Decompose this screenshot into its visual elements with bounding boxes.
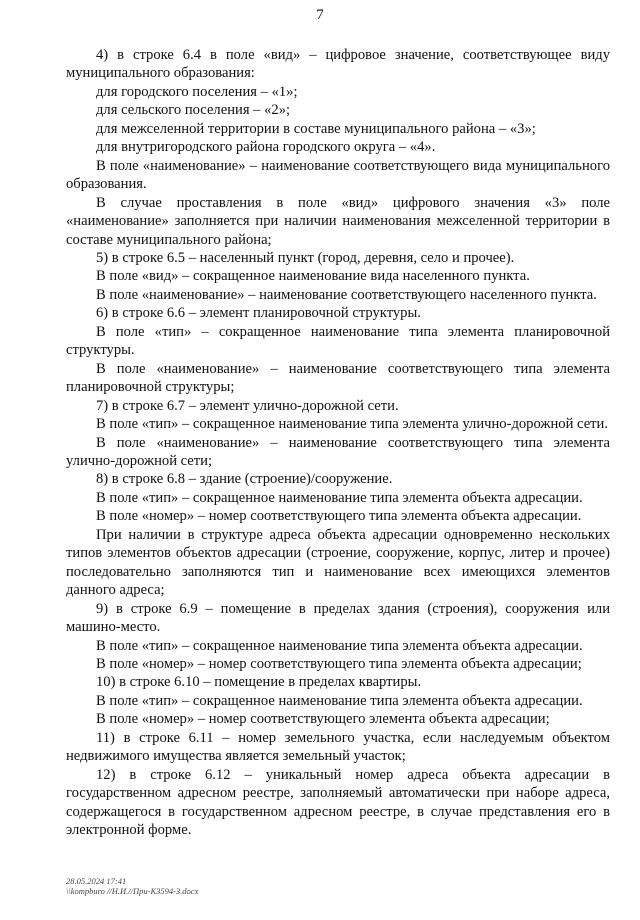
paragraph-8-multiple: При наличии в структуре адреса объекта адресации одновременно нескольких типов элементов объектов адресации (строение, сооружение, корпус, литер и прочее) последовательно заполняются тип и наименование всех имеющихся элементов данного адреса; [66, 526, 610, 599]
paragraph-10: 10) в строке 6.10 – помещение в пределах квартиры. [96, 674, 422, 691]
paragraph-9-number: В поле «номер» – номер соответствующего типа элемента объекта адресации; [96, 655, 582, 672]
paragraph-6: 6) в строке 6.6 – элемент планировочной структуры. [96, 305, 421, 322]
paragraph-6-type: В поле «тип» – сокращенное наименование типа элемента планировочной структуры. [66, 323, 610, 359]
list-item-rural: для сельского поселения – «2»; [96, 102, 291, 119]
document-footer [66, 876, 198, 896]
paragraph-5: 5) в строке 6.5 – населенный пункт (город, деревня, село и прочее). [96, 249, 515, 266]
paragraph-7-name: В поле «наименование» – наименование соответствующего типа элемента улично-дорожной сети; [66, 434, 610, 469]
page-number: 7 [316, 7, 324, 23]
paragraph-8-type: В поле «тип» – сокращенное наименование типа элемента объекта адресации. [96, 489, 583, 506]
paragraph-case-3: В случае проставления в поле «вид» цифрового значения «3» поле «наименование» заполняется при наличии наименования межселенной территории в составе муниципального района; [66, 194, 610, 248]
footer-timestamp: 28.05.2024 17:41 [66, 876, 127, 886]
paragraph-6-name: В поле «наименование» – наименование соответствующего типа элемента планировочной структуры; [66, 360, 610, 396]
paragraph-7-type: В поле «тип» – сокращенное наименование типа элемента улично-дорожной сети. [96, 416, 609, 433]
paragraph-10-number: В поле «номер» – номер соответствующего элемента объекта адресации; [96, 711, 550, 728]
list-item-intracity: для внутригородского района городского округа – «4». [96, 139, 436, 156]
paragraph-10-type: В поле «тип» – сокращенное наименование типа элемента объекта адресации. [96, 692, 583, 709]
paragraph-12: 12) в строке 6.12 – уникальный номер адреса объекта адресации в государственном адресном реестре, заполняемый автоматически при наборе адреса, содержащегося в государственном адресном реестре, в случае представления его в электронной форме. [66, 766, 610, 839]
paragraph-5-kind: В поле «вид» – сокращенное наименование вида населенного пункта. [96, 268, 530, 285]
paragraph-name-field: В поле «наименование» – наименование соответствующего вида муниципального образования. [66, 157, 610, 193]
paragraph-11: 11) в строке 6.11 – номер земельного участка, если наследуемым объектом недвижимого имущества является земельный участок; [66, 729, 610, 765]
paragraph-9-type: В поле «тип» – сокращенное наименование типа элемента объекта адресации. [96, 637, 583, 654]
footer-file-path: \\kompburo //Н.И.//При-К3594-3.docx [66, 886, 199, 896]
document-body [66, 46, 610, 839]
paragraph-5-name: В поле «наименование» – наименование соответствующего населенного пункта. [96, 286, 597, 303]
paragraph-8: 8) в строке 6.8 – здание (строение)/сооружение. [96, 471, 393, 488]
paragraph-8-number: В поле «номер» – номер соответствующего типа элемента объекта адресации. [96, 508, 582, 525]
paragraph-7: 7) в строке 6.7 – элемент улично-дорожной сети. [96, 397, 399, 414]
list-item-intersettlement: для межселенной территории в составе муниципального района – «3»; [96, 120, 536, 137]
paragraph-4: 4) в строке 6.4 в поле «вид» – цифровое значение, соответствующее виду муниципального образования: [66, 47, 610, 82]
list-item-urban: для городского поселения – «1»; [96, 83, 298, 100]
paragraph-9: 9) в строке 6.9 – помещение в пределах здания (строения), сооружения или машино-место. [66, 600, 610, 636]
